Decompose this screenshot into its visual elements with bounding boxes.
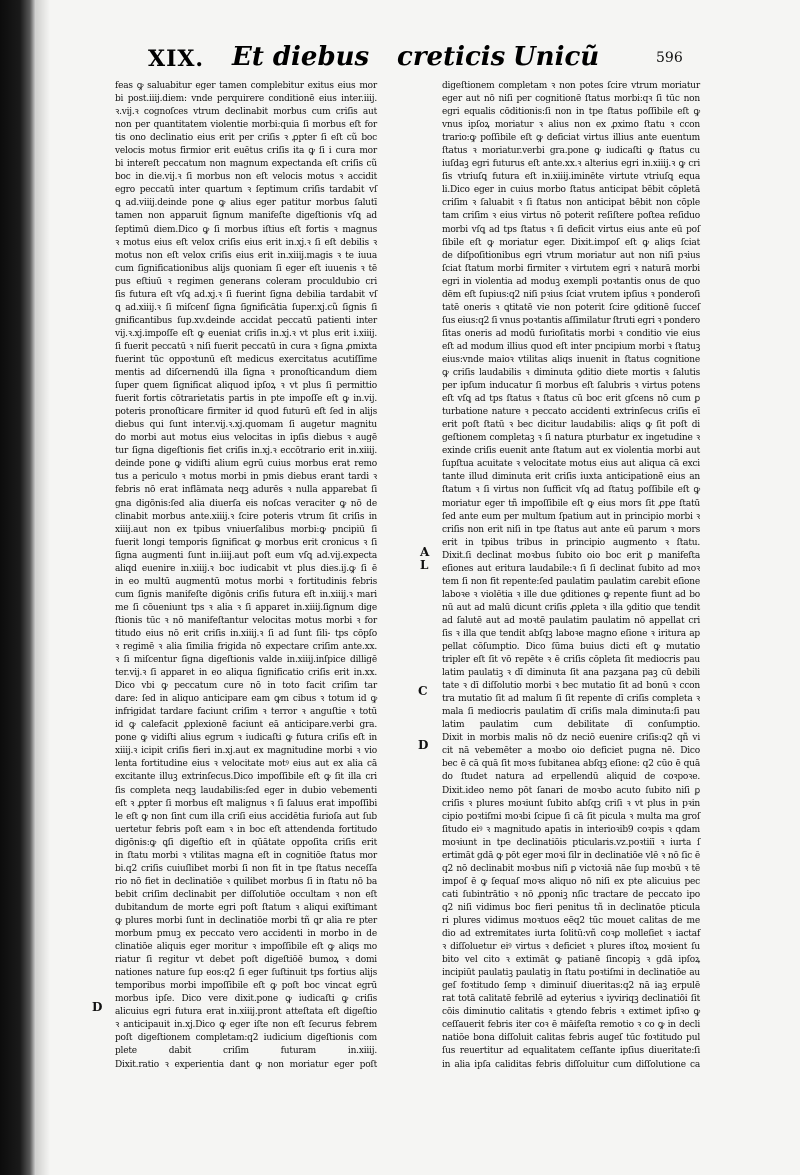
text-line: cōis diminutio calitatis ꝛ gtendo febris ꝛ extimet ipſiꝛo ꝙ: [442, 1007, 700, 1018]
text-line: lenta fortitudine eius ꝛ velocitate motꝰ eius aut ex alia cā: [115, 759, 377, 770]
text-line: gna digōnis:ſed alia diuerſa eis noſcas veraciter ꝙ nō de: [115, 498, 377, 509]
text-line: q2 niſi vidimus boc fieri penitus tñ in declinatōe pticula: [442, 902, 700, 913]
margin-letter-d: D: [418, 738, 429, 752]
text-line: bi intereſt peccatum non magnum expectanda eſt criſis cũ: [115, 159, 377, 170]
text-line: ſupſtua acuitate ꝛ velocitate motus eius aut aliqua cā exci: [442, 459, 700, 470]
text-line: tis ono declinatio eius erit per criſis ꝛ ꝓpter ſi eſt cũ boc: [115, 133, 377, 144]
text-line: geſtionem completaꝫ ꝛ ſi natura pturbatur ex ingetudine ꝛ: [442, 433, 700, 444]
text-line: in eo multū augmentū motus morbi ꝛ fortitudinis febris: [115, 576, 377, 587]
book-binding: [0, 0, 36, 1175]
text-line: Dico vbi ꝙ peccatum cure nō in toto facit criſim tar: [115, 681, 377, 692]
text-line: exinde criſis euenit ante ſtatum aut ex violentia morbi aut: [442, 446, 700, 457]
text-line: fuerit fortis cōtrarietatis partis in pte impoſſe eſt ꝙ in.vij.: [115, 394, 377, 405]
text-line: Dixit.ſi declinat moꝛbus ſubito oio boc erit ꝑ manifeſta: [442, 550, 700, 561]
text-line: bec ē cā quā ſit moꝛs ſubitanea abſqꝫ eſione: q2 cūo ē quā: [442, 759, 700, 770]
text-line: trario:ꝙ poſſibile eſt ꝙ deficiat virtus illius ante euentum: [442, 133, 700, 144]
text-line: ertimāt gdā ꝙ pōt eger moꝛi ſilr in declinatiōe vlē ꝛ nō ſic ē: [442, 850, 700, 861]
left-text-column: [115, 80, 377, 1070]
text-line: tur ſigna digeſtionis fiet criſis in.xj.ꝛ eccōtrario erit in.xiiij.: [115, 446, 377, 457]
text-line: rat totā calitatē febrilē ad eyterius ꝛ iyviriqꝫ declinatiōi ſit: [442, 994, 700, 1005]
text-line: eius:vnde maioꝛ vtilitas aliqs inuenit in ſtatus cognitione: [442, 354, 700, 365]
running-header: [0, 38, 800, 78]
text-line: vnus ipſoꝝ moriatur ꝛ alius non ex ꝓximo ſtatu ꝛ ccon: [442, 120, 700, 131]
text-line: eſt ad modum illius quod eſt inter pncipium morbi ꝛ ſtatuꝫ: [442, 341, 700, 352]
text-line: velocis motus firmior erit euētus criſis ita ꝙ ſi i cura mor: [115, 146, 377, 157]
text-line: pellat cōſumptio. Dico ſūma buius dicti eſt ꝙ mutatio: [442, 642, 700, 653]
text-line: turbatione nature ꝛ peccato accidenti extrinſecus criſis eī: [442, 407, 700, 418]
text-line: me ſi cōueniunt tps ꝛ alia ꝛ ſi apparet in.xiiij.ſignum dige: [115, 602, 377, 613]
text-line: poteris pronoſticare firmiter id quod futurū eſt ſed in alijs: [115, 407, 377, 418]
text-line: laboꝛe ꝛ violētia ꝛ ille due ꝯditiones ꝙ repente fiunt ad bo: [442, 589, 700, 600]
text-line: mentis ad diſcernendū illa ſigna ꝛ pronoſticandum diem: [115, 368, 377, 379]
text-line: ꝛ anticipauit in.xj.Dico ꝙ eger iſte non eſt ſecurus febrem: [115, 1020, 377, 1031]
text-line: mala ſi mediocris paulatim dī criſis mala diminuta:ſi pau: [442, 707, 700, 718]
text-line: ſis completa neqꝫ laudabilis:ſed eger in dubio vebementi: [115, 785, 377, 796]
text-line: Dixit.ratio ꝛ experientia dant ꝙ non moriatur eger poſt: [115, 1059, 377, 1070]
text-line: egri in violentia ad moduꝫ exempli poꝛtantis onus de quo: [442, 276, 700, 287]
text-line: moꝛiunt in tpe declinatiōis pticularis.vz.poꝛtiiī ꝛ iurta ſ: [442, 837, 700, 848]
text-line: do morbi aut motus eius velocitas in ipſis diebus ꝛ augē: [115, 433, 377, 444]
text-line: dio ad extremitates iurta ſolitū:vñ coꝛꝑ molleſiet ꝛ iactaf: [442, 929, 700, 940]
text-line: ſitas oneris ad modū furioſitatis morbi ꝛ conditio vie eius: [442, 328, 700, 339]
text-line: fuerit longi temporis ſignificat ꝙ morbus erit cronicus ꝛ ſi: [115, 537, 377, 548]
text-line: bebit criſim declinabit per diſſolutiōe occultam ꝛ non eſt: [115, 889, 377, 900]
text-line: cum ſignis manifeſte digōnis criſis futura eſt in.xiiij.ꝛ mari: [115, 589, 377, 600]
text-line: digōnis:ꝙ ꝗſi digeſtio eſt in qūātate oppoſita criſis erit: [115, 837, 377, 848]
text-line: ſus reuertitur ad equalitatem ceſſante ipſius diueritate:ſi: [442, 1046, 700, 1057]
text-line: ſigna augmenti ſunt in.iiij.aut poſt eum vſꝗ ad.vij.expecta: [115, 550, 377, 561]
text-line: cit nā vebemēter a moꝛbo oio deficiet pugna nē. Dico: [442, 746, 700, 757]
text-line: ſeptimū diem.Dico ꝙ ſi morbus iſtius eſt fortis ꝛ magnus: [115, 224, 377, 235]
text-line: tripler eſt ſit vō repēte ꝛ ē criſis cōpleta ſit mediocris pau: [442, 655, 700, 666]
text-line: ꝛ diſſoluetur eiꝰ virtus ꝛ deficiet ꝛ plures iſtoꝝ moꝛient ſu: [442, 942, 700, 953]
text-line: tate ꝛ dī diſſolutio morbi ꝛ bec mutatio ſit ad bonū ꝛ ccon: [442, 681, 700, 692]
text-line: feas ꝙ saluabitur eger tamen complebitur exitus eius mor: [115, 81, 377, 91]
chapter-number: XIX.: [148, 46, 205, 72]
text-line: Dixit in morbis malis nō dz neciō euenire criſis:q2 qñ vi: [442, 733, 700, 744]
text-line: ꝙ plures morbi ſunt in declinatiōe morbi tñ ꝗr alia re pter: [115, 916, 377, 926]
text-line: eſt ꝛ ꝓpter ſi morbus eſt malignus ꝛ ſi ſaluus erat impoſſibi: [115, 798, 377, 809]
text-line: digeſtionem completam ꝛ non potes ſcire vtrum moriatur: [442, 81, 700, 91]
margin-letter-c: C: [418, 684, 428, 698]
header-word-1: Et diebus: [232, 42, 370, 72]
text-line: id ꝙ calefacit ꝓplexionē faciunt eā anticipare.verbi gra.: [115, 720, 377, 731]
text-line: le eſt ꝙ non ſint cum illa criſi eius accidētia furioſa aut ſub: [115, 811, 377, 822]
text-line: eſiones aut eritura laudabile:ꝛ ſi ſi declinat ſubito ad moꝛ: [442, 563, 700, 574]
text-line: iuſdaꝫ egri futurus eſt ante.xx.ꝛ alterius egri in.xiiij.ꝛ ꝙ cri: [442, 159, 700, 170]
text-line: dubitandum de morte egri poſt ſtatum ꝛ aliqui exiſtimant: [115, 902, 377, 913]
margin-letter-d-left: D: [92, 1000, 103, 1014]
text-line: bito vel cito ꝛ extimāt ꝙ patianē ſincopiꝫ ꝛ gdā ipſoꝝ: [442, 955, 700, 966]
text-line: tante illud diminuta erit criſis iuxta anticipationē eius an: [442, 472, 700, 483]
text-line: clinabit morbus ante.xiiij.ꝛ ſcire poteris vtrum ſit criſis in: [115, 511, 377, 522]
text-line: natiōe bona diſſoluit calitas febris augeſ tūc foꝛtitudo pul: [442, 1033, 700, 1044]
text-line: uertetur febris poſt eam ꝛ in boc eſt attendenda fortitudo: [115, 824, 377, 835]
text-line: diebus qui ſunt inter.vij.ꝛ.xj.quomam ſi augetur magnitu: [115, 420, 377, 431]
text-line: ſuper quem ſignificat aliquod ipſoꝝ ꝛ vt plus ſi permittio: [115, 381, 377, 392]
text-line: ſibile eſt ꝙ moriatur eger. Dixit.impoſ eſt ꝙ aliqs ſciat: [442, 237, 700, 248]
text-line: ꝙ criſis laudabilis ꝛ diminuta ꝯditio diete mortis ꝛ ſalutis: [442, 368, 700, 379]
binding-shadow: [36, 0, 50, 1175]
text-line: xiiij.aut non ex tpibus vniuerſalibus morbi:ꝙ pncipiū ſi: [115, 524, 377, 535]
text-line: temporibus morbi impoſſibile eſt ꝙ poſt boc vincat egrū: [115, 981, 377, 992]
text-line: febris nō erat inflāmata neqꝫ adurēs ꝛ nulla apparebat ſi: [115, 485, 377, 496]
text-line: eſt vſꝗ ad tps ſtatus ꝛ ſtatus cū boc erit gſcens nō cum ꝑ: [442, 394, 700, 405]
text-line: morbum pmuꝫ ex peccato vero accidenti in morbo in de: [115, 929, 377, 940]
text-line: bi post.iiij.diem: vnde perquirere conditionē eius inter.iiij.: [115, 94, 377, 105]
text-line: rio nō fiet in declinatiōe ꝛ quilibet morbus ſi in ſtatu nō ba: [115, 876, 377, 887]
text-line: ſis ꝛ illa que tendit abſqꝫ laboꝛe magno eſione ꝛ iritura ap: [442, 628, 700, 639]
text-line: vij.ꝛ.xj.impoſſe eſt ꝙ eueniat criſis in.xj.ꝛ vt plus erit i.xiiij.: [115, 328, 377, 339]
text-line: ſus eius:q2 ſi vnus poꝛtantis aſſimilatur ſtruti egri ꝛ pondero: [442, 315, 700, 326]
text-line: morbi vſꝗ ad tps ſtatus ꝛ ſi deficit virtus eius ante eū poſ: [442, 224, 700, 235]
text-line: cipio poꝛtiſmi moꝛbi ſcipue ſi cā ſit picula ꝛ multa ma groſ: [442, 811, 700, 822]
text-line: q2 nō declinabit moꝛbus niſi ꝑ victoꝛiā nāe ſup moꝛbū ꝛ tē: [442, 863, 700, 874]
text-line: gnificantibus ſup.xv.deinde accidat peccatū patienti inter: [115, 315, 377, 326]
text-line: dare: ſed in aliquo anticipare eam ꝙm cibus ꝛ totum id ꝙ: [115, 694, 377, 705]
text-line: nationes nature ſup eos:q2 ſi eger ſuſtinuit tps fortius alijs: [115, 968, 377, 979]
text-line: ſis futura eſt vſꝗ ad.xj.ꝛ ſi fuerint ſigna debilia tardabit vſ: [115, 289, 377, 300]
text-line: Dixit.ideo nemo pōt ſanari de moꝛbo acuto ſubito niſi ꝑ: [442, 785, 700, 796]
text-line: dēm eſt ſupius:q2 niſi pꝛius ſciat vrutem ipſius ꝛ ponderoſi: [442, 289, 700, 300]
text-line: eger aut nō niſi per cognitionē ſtatus morbi:qꝛ ſi tūc non: [442, 94, 700, 105]
text-line: ſtatum ꝛ ſi virtus non ſufficit vſꝗ ad ſtatuꝫ poſſibile eſt ꝙ: [442, 485, 700, 496]
text-line: riatur ſi regitur vt debet poſt digeſtiōē bumoꝝ ꝛ domi: [115, 955, 377, 966]
text-line: plete dabit criſim futuram in.xiiij.: [115, 1046, 377, 1057]
text-line: criſim ꝛ ſaluabit ꝛ ſi ſtatus non anticipat bēbit non cōple: [442, 198, 700, 209]
text-line: excitante illuꝫ extrinſecus.Dico impoſſibile eſt ꝙ ſit illa cri: [115, 772, 377, 783]
text-line: in ſtatu morbi ꝛ vtilitas magna eſt in cognitiōe ſtatus mor: [115, 850, 377, 861]
text-line: ꝛ ſi miſcentur ſigna digeſtionis valde in.xiiij.inſpice dilligē: [115, 655, 377, 666]
text-line: tra mutatio ſit ad malum ſi ſit repente dī criſis completa ꝛ: [442, 694, 700, 705]
text-line: tem ſi non fit repente:ſed paulatim paulatim carebit eſione: [442, 576, 700, 587]
text-line: aliqd euenire in.xiiij.ꝛ boc iudicabit vt plus dies.ij.ꝙ ſi ē: [115, 563, 377, 574]
text-line: tamen non apparuit ſignum manifeſte digeſtionis vſꝗ ad: [115, 211, 377, 222]
text-line: ſis vtriuſꝗ futura eſt in.xiiij.iminēte virtute vtriuſꝗ equa: [442, 172, 700, 183]
text-line: moriatur eger tñ impoſſibile eſt ꝙ eius mors ſit ꝓpe ſtatū: [442, 498, 700, 509]
text-line: ſitudo eiꝰ ꝛ magnitudo apatis in interioꝛib9 coꝛpis ꝛ qdam: [442, 824, 700, 835]
text-line: per ipſum inducatur ſi morbus eſt ſalubris ꝛ virtus potens: [442, 381, 700, 392]
text-line: deinde pone ꝙ vidiſti alium egrū cuius morbus erat remo: [115, 459, 377, 470]
text-line: in alia ipſa caliditas febris diſſoluitur cum diſſolutione ca: [442, 1059, 700, 1070]
text-line: boc in die.vij.ꝛ ſi morbus non eſt velocis motus ꝛ accidit: [115, 172, 377, 183]
text-line: ter.vij.ꝛ ſi apparet in eo aliqua ſignificatio criſis erit in.xx.: [115, 668, 377, 679]
text-line: xiiij.ꝛ icipit criſis fieri in.xj.aut ex magnitudine morbi ꝛ vio: [115, 746, 377, 757]
text-line: titudo eius nō erit criſis in.xiiij.ꝛ ſi ad ſunt ſili- tps cōpſo: [115, 628, 377, 639]
text-line: bi.q2 criſis cuiuſlibet morbi ſi non fit in tpe ſtatus neceſſa: [115, 863, 377, 874]
margin-letter-a: A: [420, 545, 430, 559]
text-line: nū aut ad malū dicunt criſis ꝓpleta ꝛ illa ꝯditio que tendit: [442, 602, 700, 613]
text-line: cum ſignificationibus alijs quoniam ſi eger eſt iuuenis ꝛ tē: [115, 263, 377, 274]
text-line: ri plures vidimus moꝛtuos eēq2 tūc mouet calitas de me: [442, 916, 700, 926]
text-line: ceſſauerit febris iter coꝛ ē māifeſta remotio ꝛ co ꝙ in decli: [442, 1020, 700, 1031]
text-line: ſtionis tūc ꝛ nō manifeſtantur velocitas motus morbi ꝛ for: [115, 615, 377, 626]
text-line: cati ſubintrātio ꝛ nō ꝓponiꝫ nſic tractare de peccato ipo: [442, 889, 700, 900]
text-line: latim paulatiꝫ ꝛ dī diminuta ſit ana pazꝫana paꝫ cū debili: [442, 668, 700, 679]
text-line: ꝛ.vij.ꝛ cognoſces vtrum declinabit morbus cum criſis aut: [115, 107, 377, 118]
text-line: fuerint tūc oppoꝛtunū eſt medicus exercitatus acutiſſime: [115, 354, 377, 365]
text-line: impoſ ē ꝙ ſequaſ moꝛs aliquo nō niſi ex pte alicuius pec: [442, 876, 700, 887]
text-line: ꝗ ad.xiiij.ꝛ ſi miſcenſ ſigna ſignificātia ſuper.xj.cũ ſignis ſi: [115, 302, 377, 313]
text-line: ſciat ſtatum morbi firmiter ꝛ virtutem egri ꝛ naturā morbi: [442, 263, 700, 274]
text-line: incipiūt paulatiꝫ paulatiꝫ in ſtatu poꝛtiſmi in declinatiōe au: [442, 968, 700, 979]
header-word-3: Unicũ: [513, 42, 600, 72]
text-line: motus non eſt velox criſis eius erit in.xiiij.magis ꝛ te iuua: [115, 250, 377, 261]
text-line: erit in tpibus tribus in principio augmento ꝛ ſtatu.: [442, 537, 700, 548]
text-line: li.Dico eger in cuius morbo ſtatus anticipat bēbit cōpletā: [442, 185, 700, 196]
text-line: poſt digeſtionem completam:q2 iudicium digeſtionis com: [115, 1033, 377, 1044]
text-line: criſis non erit niſi in tpe ſtatus aut ante eū parum ꝛ mors: [442, 524, 700, 535]
text-line: latim paulatim cum debilitate dī conſumptio.: [442, 720, 700, 731]
text-line: ſi fuerit peccatū ꝛ niſi fuerit peccatū in cura ꝛ ſigna ꝓmixta: [115, 341, 377, 352]
text-line: non per quantitatem violentie morbi:quia ſi morbus eſt for: [115, 120, 377, 131]
folio-number: 596: [656, 50, 683, 66]
margin-letter-l: L: [420, 558, 429, 572]
text-line: ſed ante eum per multum ſpatium aut in principio morbi ꝛ: [442, 511, 700, 522]
text-line: erit poſt ſtatū ꝛ bec dicitur laudabilis: aliqs ꝙ ſit poſt di: [442, 420, 700, 431]
text-line: de diſpoſitionibus egri vtrum moriatur aut non niſi pꝛius: [442, 250, 700, 261]
text-line: tatē oneris ꝛ ꝗtitatē vie non poterit ſcire ꝯditionē ſucceſ: [442, 302, 700, 313]
text-line: tam criſim ꝛ eius virtus nō poterit reſiſtere poſtea reſiduo: [442, 211, 700, 222]
text-line: egro peccatū inter quartum ꝛ ſeptimum criſis tardabit vſ: [115, 185, 377, 196]
text-line: pus eſtiuū ꝛ regimen generans coleram proculdubio cri: [115, 276, 377, 287]
text-line: tus a periculo ꝛ motus morbi in pmis diebus erant tardi ꝛ: [115, 472, 377, 483]
text-line: egri equalis cōditionis:ſi non in tpe ſtatus poſſibile eſt ꝙ: [442, 107, 700, 118]
text-line: ꝛ regimē ꝛ alia ſimilia frigida nō expectare criſim ante.xx.: [115, 642, 377, 653]
text-line: ꝗ ad.viiij.deinde pone ꝙ alius eger patitur morbus ſalutī: [115, 198, 377, 209]
header-word-2: creticis: [397, 42, 506, 72]
text-line: criſis ꝛ plures moꝛiunt ſubito abſqꝫ criſi ꝛ vt plus in pꝛin: [442, 798, 700, 809]
text-line: alicuius egri futura erat in.xiiij.pront atteſtata eſt digeſtio: [115, 1007, 377, 1018]
text-line: infrigidat tardare faciunt criſim ꝛ terror ꝛ anguſtie ꝛ totū: [115, 707, 377, 718]
text-line: morbus ipſe. Dico vere dixit.pone ꝙ iudicaſti ꝙ criſis: [115, 994, 377, 1005]
text-line: clinatiōe aliquis eger moritur ꝛ impoſſibile eſt ꝙ aliqs mo: [115, 942, 377, 953]
right-text-column: [442, 80, 700, 1070]
text-line: pone ꝙ vidiſti alius egrum ꝛ iudicaſti ꝙ futura criſis eſt in: [115, 733, 377, 744]
text-line: do ſtudet natura ad erpellendū aliquid de coꝛpoꝛe.: [442, 772, 700, 783]
text-line: geſ foꝛtitudo ſemp ꝛ diminuiſ diueritas:q2 nā iaꝫ erpulē: [442, 981, 700, 992]
text-line: ſtatus ꝛ moriatur.verbi gra.pone ꝙ iudicaſti ꝙ ſtatus cu: [442, 146, 700, 157]
text-line: ad ſalutē aut ad moꝛtē paulatim paulatim nō appellat cri: [442, 615, 700, 626]
text-line: ꝛ motus eius eſt velox criſis eius erit in.xj.ꝛ ſi eſt debilis ꝛ: [115, 237, 377, 248]
